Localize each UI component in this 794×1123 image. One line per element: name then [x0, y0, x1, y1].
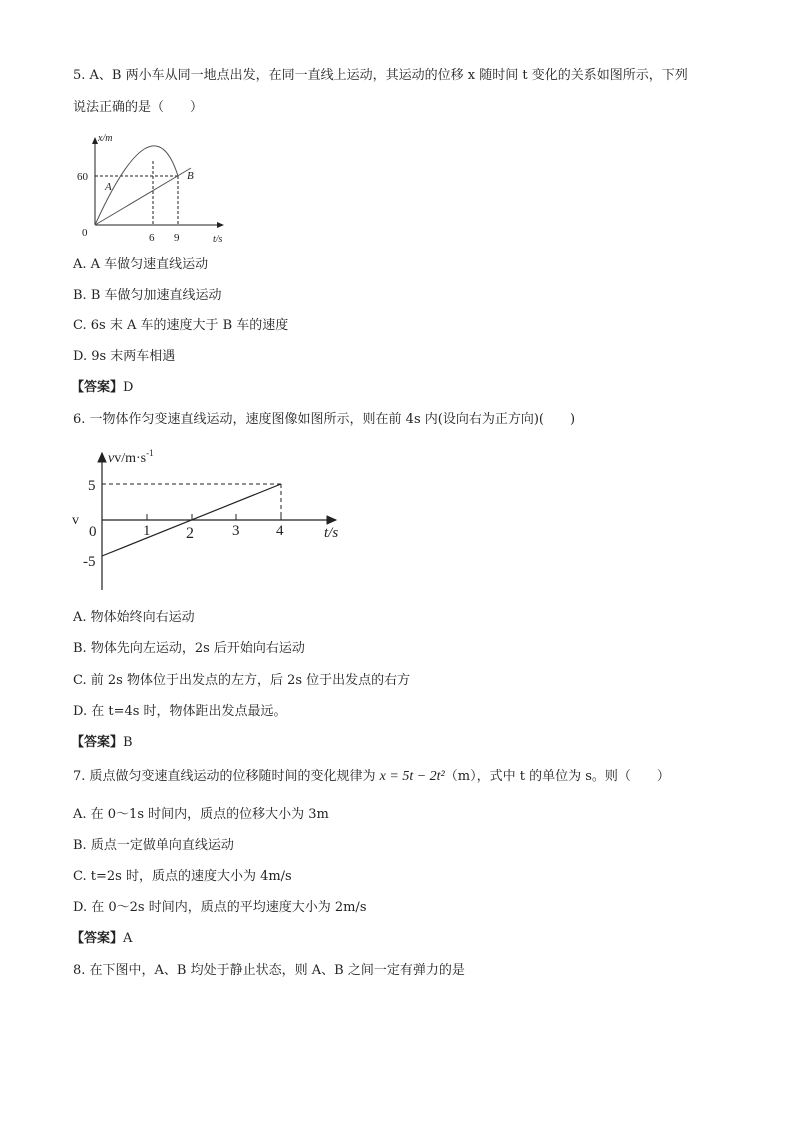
q6-stem: 6. 一物体作匀变速直线运动，速度图像如图所示，则在前 4s 内(设向右为正方向)( ) — [73, 412, 576, 427]
q5-x-tick-6: 6 — [149, 232, 155, 244]
q6-option-b: B. 物体先向左运动，2s 后开始向右运动 — [73, 641, 305, 656]
q5-label-b: B — [187, 170, 194, 182]
q7-formula: x = 5t − 2t² — [379, 769, 445, 784]
q7-stem — [73, 768, 670, 786]
q5-option-c: C. 6s 末 A 车的速度大于 B 车的速度 — [73, 318, 289, 333]
q5-x-label: t/s — [213, 234, 223, 245]
q8-stem: 8. 在下图中，A、B 均处于静止状态，则 A、B 之间一定有弹力的是 — [73, 963, 465, 978]
q6-option-a: A. 物体始终向右运动 — [73, 610, 195, 625]
q6-y-bottom: -5 — [83, 554, 96, 570]
q6-x-tick-3: 3 — [232, 523, 240, 539]
q7-stem-prefix: 7. 质点做匀变速直线运动的位移随时间的变化规律为 — [73, 769, 380, 784]
q6-y-label-text: v/m·s — [114, 451, 147, 466]
q6-option-c: C. 前 2s 物体位于出发点的左方，后 2s 位于出发点的右方 — [73, 673, 411, 688]
q6-x-tick-4: 4 — [276, 523, 284, 539]
q6-side-label: v — [72, 513, 79, 528]
q7-stem-suffix: （m），式中 t 的单位为 s。则（ ） — [444, 769, 670, 784]
q7-answer — [71, 930, 132, 948]
q5-displacement-graph — [75, 130, 275, 248]
q5-option-b: B. B 车做匀加速直线运动 — [73, 288, 222, 303]
q5-answer — [71, 379, 133, 397]
q5-y-label: x/m — [98, 133, 113, 144]
q7-answer-value: A — [123, 931, 133, 946]
q5-origin: 0 — [82, 227, 88, 239]
q7-answer-tag: 【答案】 — [71, 931, 124, 946]
q5-option-a: A. A 车做匀速直线运动 — [73, 257, 209, 272]
q5-y-tick-60: 60 — [77, 171, 88, 183]
q6-y-top: 5 — [88, 478, 96, 494]
q5-answer-value: D — [123, 380, 134, 395]
q6-y-label: $vv/m\cdot s^{-1}$ — [108, 448, 154, 466]
q6-x-tick-1: 1 — [143, 523, 151, 539]
q5-stem-line1: 5. A、B 两小车从同一地点出发，在同一直线上运动，其运动的位移 x 随时间 t 变化的关系如图所示，下列 — [73, 68, 688, 83]
q6-velocity-graph — [68, 445, 358, 595]
q5-answer-tag: 【答案】 — [71, 380, 124, 395]
q6-answer — [71, 734, 133, 752]
q6-origin: 0 — [89, 524, 97, 540]
q7-option-d: D. 在 0～2s 时间内，质点的平均速度大小为 2m/s — [73, 900, 367, 915]
q6-answer-value: B — [123, 735, 133, 750]
q6-x-label: t/s — [324, 525, 339, 541]
q6-option-d: D. 在 t=4s 时，物体距出发点最远。 — [73, 704, 287, 719]
q7-option-b: B. 质点一定做单向直线运动 — [73, 838, 234, 853]
q5-option-d: D. 9s 末两车相遇 — [73, 349, 176, 364]
q5-stem-line2: 说法正确的是（ ） — [73, 100, 204, 115]
q6-x-tick-2: 2 — [186, 525, 194, 542]
q7-option-a: A. 在 0～1s 时间内，质点的位移大小为 3m — [73, 807, 329, 822]
q5-label-a: A — [105, 181, 112, 193]
q5-x-tick-9: 9 — [174, 232, 180, 244]
q6-answer-tag: 【答案】 — [71, 735, 124, 750]
q6-y-label-exp: -1 — [146, 448, 154, 458]
q7-option-c: C. t=2s 时，质点的速度大小为 4m/s — [73, 869, 292, 884]
